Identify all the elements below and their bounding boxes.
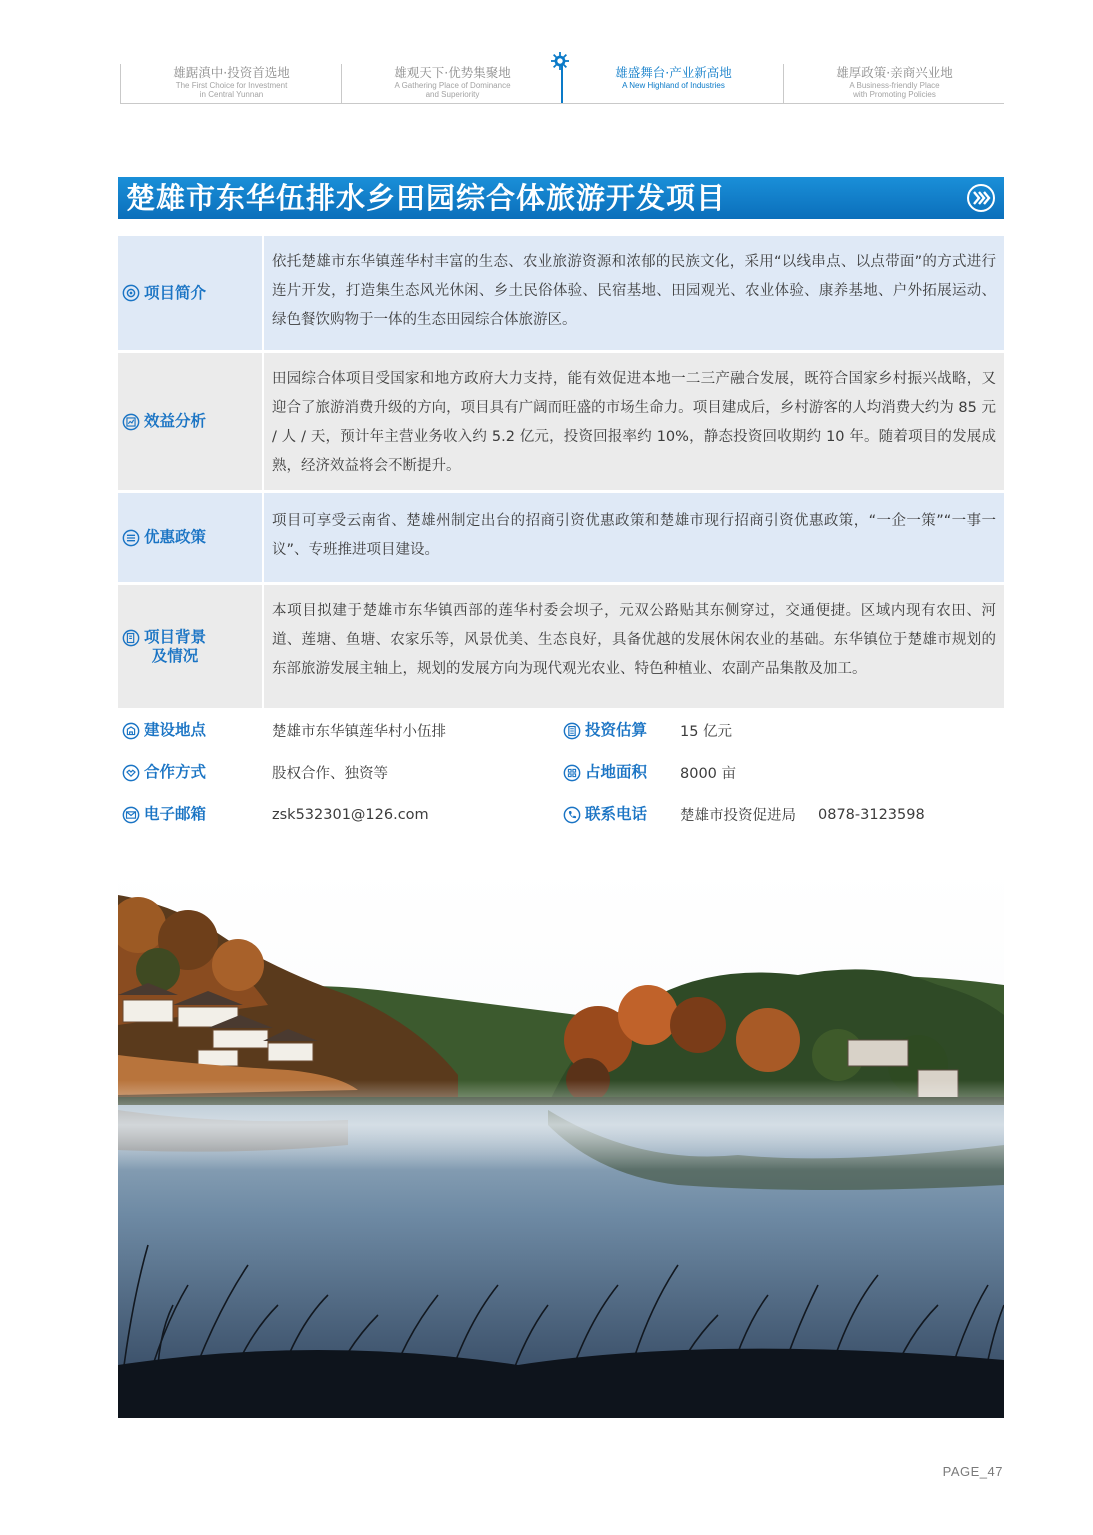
nav-item-subtitle: The First Choice for Investment [175, 81, 288, 90]
row-label: 占地面积 [585, 763, 648, 781]
label-cell [118, 711, 264, 750]
section-nav [120, 64, 1004, 104]
row-text: 项目可享受云南省、楚雄州制定出台的招商引资优惠政策和楚雄市现行招商引资优惠政策，“一企一策”“一事一议”、专班推进项目建设。 [272, 513, 996, 558]
label-cell [118, 493, 264, 582]
building-icon [122, 722, 140, 740]
nav-item-subtitle: A New Highland of Industries [622, 81, 725, 90]
nav-item-subtitle: A Gathering Place of Dominance [394, 81, 511, 90]
label-cell [559, 753, 672, 792]
label-cell [118, 753, 264, 792]
nav-item-4[interactable] [783, 64, 1005, 104]
phone-org: 楚雄市投资促进局 [680, 808, 796, 824]
cooperation-value: 股权合作、独资等 [264, 753, 559, 792]
row-label: 项目简介 [144, 283, 207, 302]
nav-item-3-active[interactable] [561, 64, 784, 104]
nav-item-title: 雄踞滇中·投资首选地 [173, 65, 290, 80]
label-cell [118, 236, 264, 350]
nav-item-subtitle: and Superiority [425, 90, 480, 99]
investment-value: 15 亿元 [680, 724, 733, 740]
row-label: 优惠政策 [144, 528, 207, 546]
chart-icon [122, 413, 140, 431]
row-text: 田园综合体项目受国家和地方政府大力支持，能有效促进本地一二三产融合发展，既符合国家乡村振兴战略，又迎合了旅游消费升级的方向，项目具有广阔而旺盛的市场生命力。项目建成后，乡村游客的人均消费大约为 85 元 / 人 / 天，预计年主营业务收入约 5.2 亿元，投资回报率约 10%，静态投资回收期约 10 年。随着项目的发展成熟，经济效益将会不断提升。 [272, 371, 996, 474]
row-label: 投资估算 [585, 721, 648, 739]
handshake-icon [122, 764, 140, 782]
row-cooperation-area [118, 753, 1004, 795]
title-bar [118, 177, 1004, 219]
row-location-investment [118, 711, 1004, 753]
nav-item-subtitle: in Central Yunnan [199, 90, 264, 99]
nav-item-subtitle: A Business-friendly Place [849, 81, 940, 90]
row-email-phone [118, 795, 1004, 837]
label-cell [559, 795, 672, 834]
list-icon [122, 529, 140, 547]
document-icon [122, 629, 140, 647]
nav-item-2[interactable] [341, 64, 563, 104]
nav-item-title: 雄观天下·优势集聚地 [394, 65, 511, 80]
mail-icon [122, 806, 140, 824]
row-label-line: 项目背景 [144, 627, 207, 646]
row-text: 依托楚雄市东华镇莲华村丰富的生态、农业旅游资源和浓郁的民族文化，采用“以线串点、以点带面”的方式进行连片开发，打造集生态风光休闲、乡土民俗体验、民宿基地、田园观光、农业体验、康养基地、户外拓展运动、绿色餐饮购物于一体的生态田园综合体旅游区。 [272, 254, 996, 328]
row-label-line: 及情况 [151, 646, 199, 665]
row-project-background [118, 585, 1004, 711]
label-cell [118, 353, 264, 490]
page-number: PAGE_47 [942, 1464, 1003, 1479]
label-cell [118, 585, 264, 708]
row-label: 合作方式 [144, 763, 207, 781]
nav-item-title: 雄盛舞台·产业新高地 [615, 65, 732, 80]
row-text: 本项目拟建于楚雄市东华镇西部的莲华村委会坝子，元双公路贴其东侧穿过，交通便捷。区域内现有农田、河道、莲塘、鱼塘、农家乐等，风景优美、生态良好，具备优越的发展休闲农业的基础。东华镇位于楚雄市规划的东部旅游发展主轴上，规划的发展方向为现代观光农业、特色种植业、农副产品集散及加工。 [272, 603, 996, 677]
double-chevron-right-icon[interactable] [966, 183, 996, 213]
location-value: 楚雄市东华镇莲华村小伍排 [264, 711, 559, 750]
area-icon [563, 764, 581, 782]
project-info-table [118, 236, 1004, 837]
gear-icon [551, 52, 569, 70]
nav-item-subtitle: with Promoting Policies [853, 90, 936, 99]
label-cell [559, 711, 672, 750]
row-benefit-analysis [118, 353, 1004, 493]
row-label: 电子邮箱 [144, 805, 207, 823]
gear-icon [122, 284, 140, 302]
row-label [144, 628, 206, 666]
nav-item-1[interactable] [120, 64, 342, 104]
email-link[interactable]: zsk532301@126.com [264, 795, 559, 834]
nav-item-title: 雄厚政策·亲商兴业地 [836, 65, 953, 80]
label-cell [118, 795, 264, 834]
phone-number[interactable]: 0878-3123598 [818, 806, 925, 823]
row-preferential-policy [118, 493, 1004, 585]
phone-value [672, 795, 1004, 834]
phone-icon [563, 806, 581, 824]
page-title: 楚雄市东华伍排水乡田园综合体旅游开发项目 [126, 181, 727, 215]
nav-divider [120, 103, 1004, 104]
calculator-icon [563, 722, 581, 740]
row-project-intro [118, 236, 1004, 353]
area-value: 8000 亩 [680, 766, 737, 782]
lake-village-photo [118, 865, 1004, 1418]
row-label: 建设地点 [144, 721, 207, 739]
row-label: 联系电话 [585, 805, 648, 823]
row-label: 效益分析 [144, 412, 207, 430]
